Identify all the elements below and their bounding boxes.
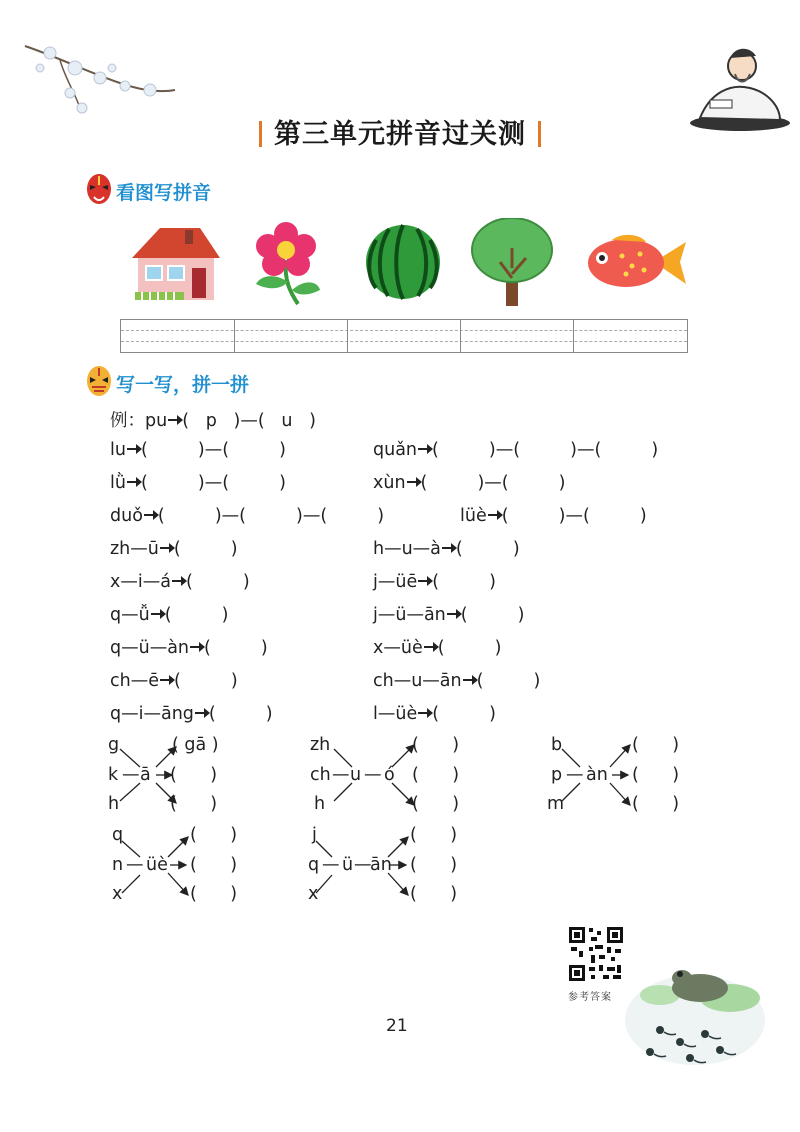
exercise-line[interactable]: q—i—āng ( ) [110,704,273,724]
flower-picture [248,220,324,308]
page-title: 第三单元拼音过关测 [0,112,800,151]
title-left-bar [259,121,262,147]
fan-output[interactable]: ( ) [190,884,238,904]
fan-input: zh [310,735,331,755]
exercise-line[interactable]: zh—ū ( ) [110,539,238,559]
section-heading-pictures: 看图写拼音 [116,182,212,204]
fan-output[interactable]: ( ) [190,855,238,875]
fan-center: ā [140,765,151,785]
fan-output[interactable]: ( ) [410,825,458,845]
exercise-line[interactable]: l—üè ( ) [373,704,496,724]
arrow-icon [418,712,431,714]
fan-output[interactable]: ( gā ) [172,735,219,755]
fan-output[interactable]: ( ) [412,765,460,785]
exercise-line[interactable]: ch—ē ( ) [110,671,238,691]
example-line: 例：pu ( p )—( u ) [110,411,316,431]
arrow-icon [168,419,181,421]
fan-output[interactable]: ( ) [412,794,460,814]
fish-picture [582,232,688,294]
exercise-line[interactable]: xùn ( )—( ) [373,473,566,493]
answer-cell-fish[interactable] [573,320,686,352]
fan-output[interactable]: ( ) [170,794,218,814]
fan-connector: — [332,765,350,785]
fan-output[interactable]: ( ) [632,765,680,785]
fan-connector: — [364,765,382,785]
fan-connector: — [122,765,140,785]
fan-center: u [350,765,362,785]
exercise-line[interactable]: ch—u—ān ( ) [373,671,541,691]
arrow-icon [488,514,501,516]
exercise-line[interactable]: quǎn ( )—( )—( ) [373,440,659,460]
arrow-icon [407,481,420,483]
arrow-icon [195,712,208,714]
fan-connector: — [566,765,584,785]
tree-picture [470,218,556,308]
fan-input: g [108,735,120,755]
fan-final: ó [384,765,395,785]
fan-input: k [108,765,119,785]
exercise-line[interactable]: duǒ ( )—( )—( ) [110,506,385,526]
exercise-line[interactable]: lüè ( )—( ) [460,506,647,526]
arrow-icon [160,547,173,549]
exercise-line[interactable]: q—ǚ ( ) [110,605,229,625]
exercise-line[interactable]: h—u—à ( ) [373,539,520,559]
arrow-icon [190,646,203,648]
section-heading-write-spell: 写一写，拼一拼 [116,374,250,396]
fan-input: ch [310,765,331,785]
fan-output[interactable]: ( ) [412,735,460,755]
qr-caption: 参考答案 [568,992,612,1003]
title-right-bar [538,121,541,147]
house-picture [130,220,222,306]
fan-connector: — [354,855,372,875]
watermelon-picture [364,220,442,302]
fan-input: p [551,765,563,785]
fan-output[interactable]: ( ) [410,855,458,875]
fan-input: n [112,855,124,875]
arrow-icon [127,481,140,483]
fan-output[interactable]: ( ) [410,884,458,904]
fan-output[interactable]: ( ) [190,825,238,845]
fan-connector: — [126,855,144,875]
exercise-line[interactable]: x—üè ( ) [373,638,502,658]
fan-input: b [551,735,563,755]
exercise-line[interactable]: j—ü—ān ( ) [373,605,525,625]
fan-final: ān [370,855,392,875]
exercise-line[interactable]: q—ü—àn ( ) [110,638,268,658]
opera-mask-icon-2 [86,365,112,397]
exercise-line[interactable]: x—i—á ( ) [110,572,250,592]
fan-output[interactable]: ( ) [632,794,680,814]
answer-cell-house[interactable] [121,320,235,352]
fan-center: üè [146,855,168,875]
arrow-icon [442,547,455,549]
fan-input: x [308,884,319,904]
arrow-icon [151,613,164,615]
arrow-icon [418,448,431,450]
opera-mask-icon [86,173,112,205]
fan-input: x [112,884,123,904]
fan-center: ü [342,855,354,875]
answer-cell-watermelon[interactable] [347,320,461,352]
fan-output[interactable]: ( ) [170,765,218,785]
fan-output[interactable]: ( ) [632,735,680,755]
fan-input: j [312,825,317,845]
arrow-icon [172,580,185,582]
exercise-line[interactable]: lu ( )—( ) [110,440,286,460]
fan-input: m [547,794,565,814]
fan-center: àn [586,765,608,785]
exercise-line[interactable]: lǜ ( )—( ) [110,473,286,493]
exercise-line[interactable]: j—üē ( ) [373,572,496,592]
arrow-icon [447,613,460,615]
answer-cell-tree[interactable] [460,320,574,352]
fan-input: h [108,794,120,814]
fan-connector: — [322,855,340,875]
fan-input: h [314,794,326,814]
arrow-icon [144,514,157,516]
pinyin-writing-grid [120,319,688,353]
page-number: 21 [386,1016,408,1036]
frog-tadpole-illustration [620,960,770,1070]
fan-input: q [308,855,320,875]
answer-cell-flower[interactable] [234,320,348,352]
arrow-icon [160,679,173,681]
arrow-icon [463,679,476,681]
arrow-icon [418,580,431,582]
arrow-icon [127,448,140,450]
arrow-icon [424,646,437,648]
qr-code-icon[interactable] [567,925,625,983]
fan-input: q [112,825,124,845]
